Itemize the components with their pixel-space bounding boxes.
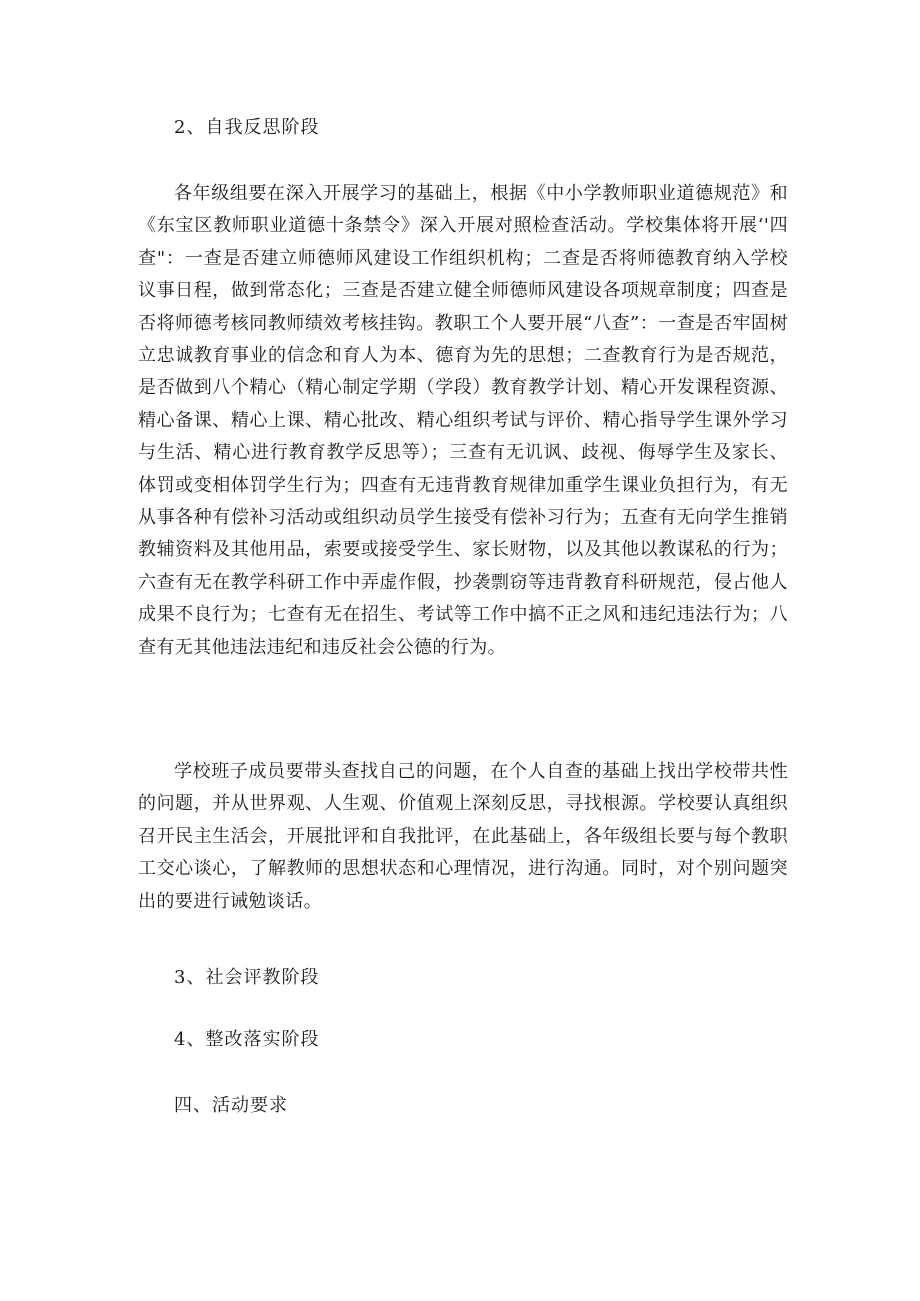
section-heading-social-evaluation: 3、社会评教阶段 — [174, 967, 320, 988]
paragraph-leadership: 学校班子成员要带头查找自己的问题，在个人自查的基础上找出学校带共性的问题，并从世界观、人生观、价值观上深刻反思，寻找根源。学校要认真组织召开民主生活会，开展批评和自我批评，在此基础上，各年级组长要与每个教职工交心谈心，了解教师的思想状态和心理情况，进行沟通。同时，对个别问题突出的要进行诫勉谈话。 — [138, 761, 788, 912]
section-heading-rectification: 4、整改落实阶段 — [174, 1029, 320, 1050]
section-heading-self-reflection: 2、自我反思阶段 — [174, 117, 320, 138]
section-heading-requirements: 四、活动要求 — [174, 1095, 288, 1116]
paragraph-checks: 各年级组要在深入开展学习的基础上，根据《中小学教师职业道德规范》和《东宝区教师职业道德十条禁令》深入开展对照检查活动。学校集体将开展‘'四查"：一查是否建立师德师风建设工作组织机构；二查是否将师德教育纳入学校议事日程，做到常态化；三查是否建立健全师德师风建设各项规章制度；四查是否将师德考核同教师绩效考核挂钩。教职工个人要开展“八查”：一查是否牢固树立忠诚教育事业的信念和育人为本、德育为先的思想；二查教育行为是否规范，是否做到八个精心（精心制定学期（学段）教育教学计划、精心开发课程资源、精心备课、精心上课、精心批改、精心组织考试与评价、精心指导学生课外学习与生活、精心进行教育教学反思等）；三查有无讥讽、歧视、侮辱学生及家长、体罚或变相体罚学生行为；四查有无违背教育规律加重学生课业负担行为，有无从事各种有偿补习活动或组织动员学生接受有偿补习行为；五查有无向学生推销教辅资料及其他用品，索要或接受学生、家长财物，以及其他以教谋私的行为；六查有无在教学科研工作中弄虚作假，抄袭剽窃等违背教育科研规范，侵占他人成果不良行为；七查有无在招生、考试等工作中搞不正之风和违纪违法行为；八查有无其他违法违纪和违反社会公德的行为。 — [138, 183, 788, 658]
